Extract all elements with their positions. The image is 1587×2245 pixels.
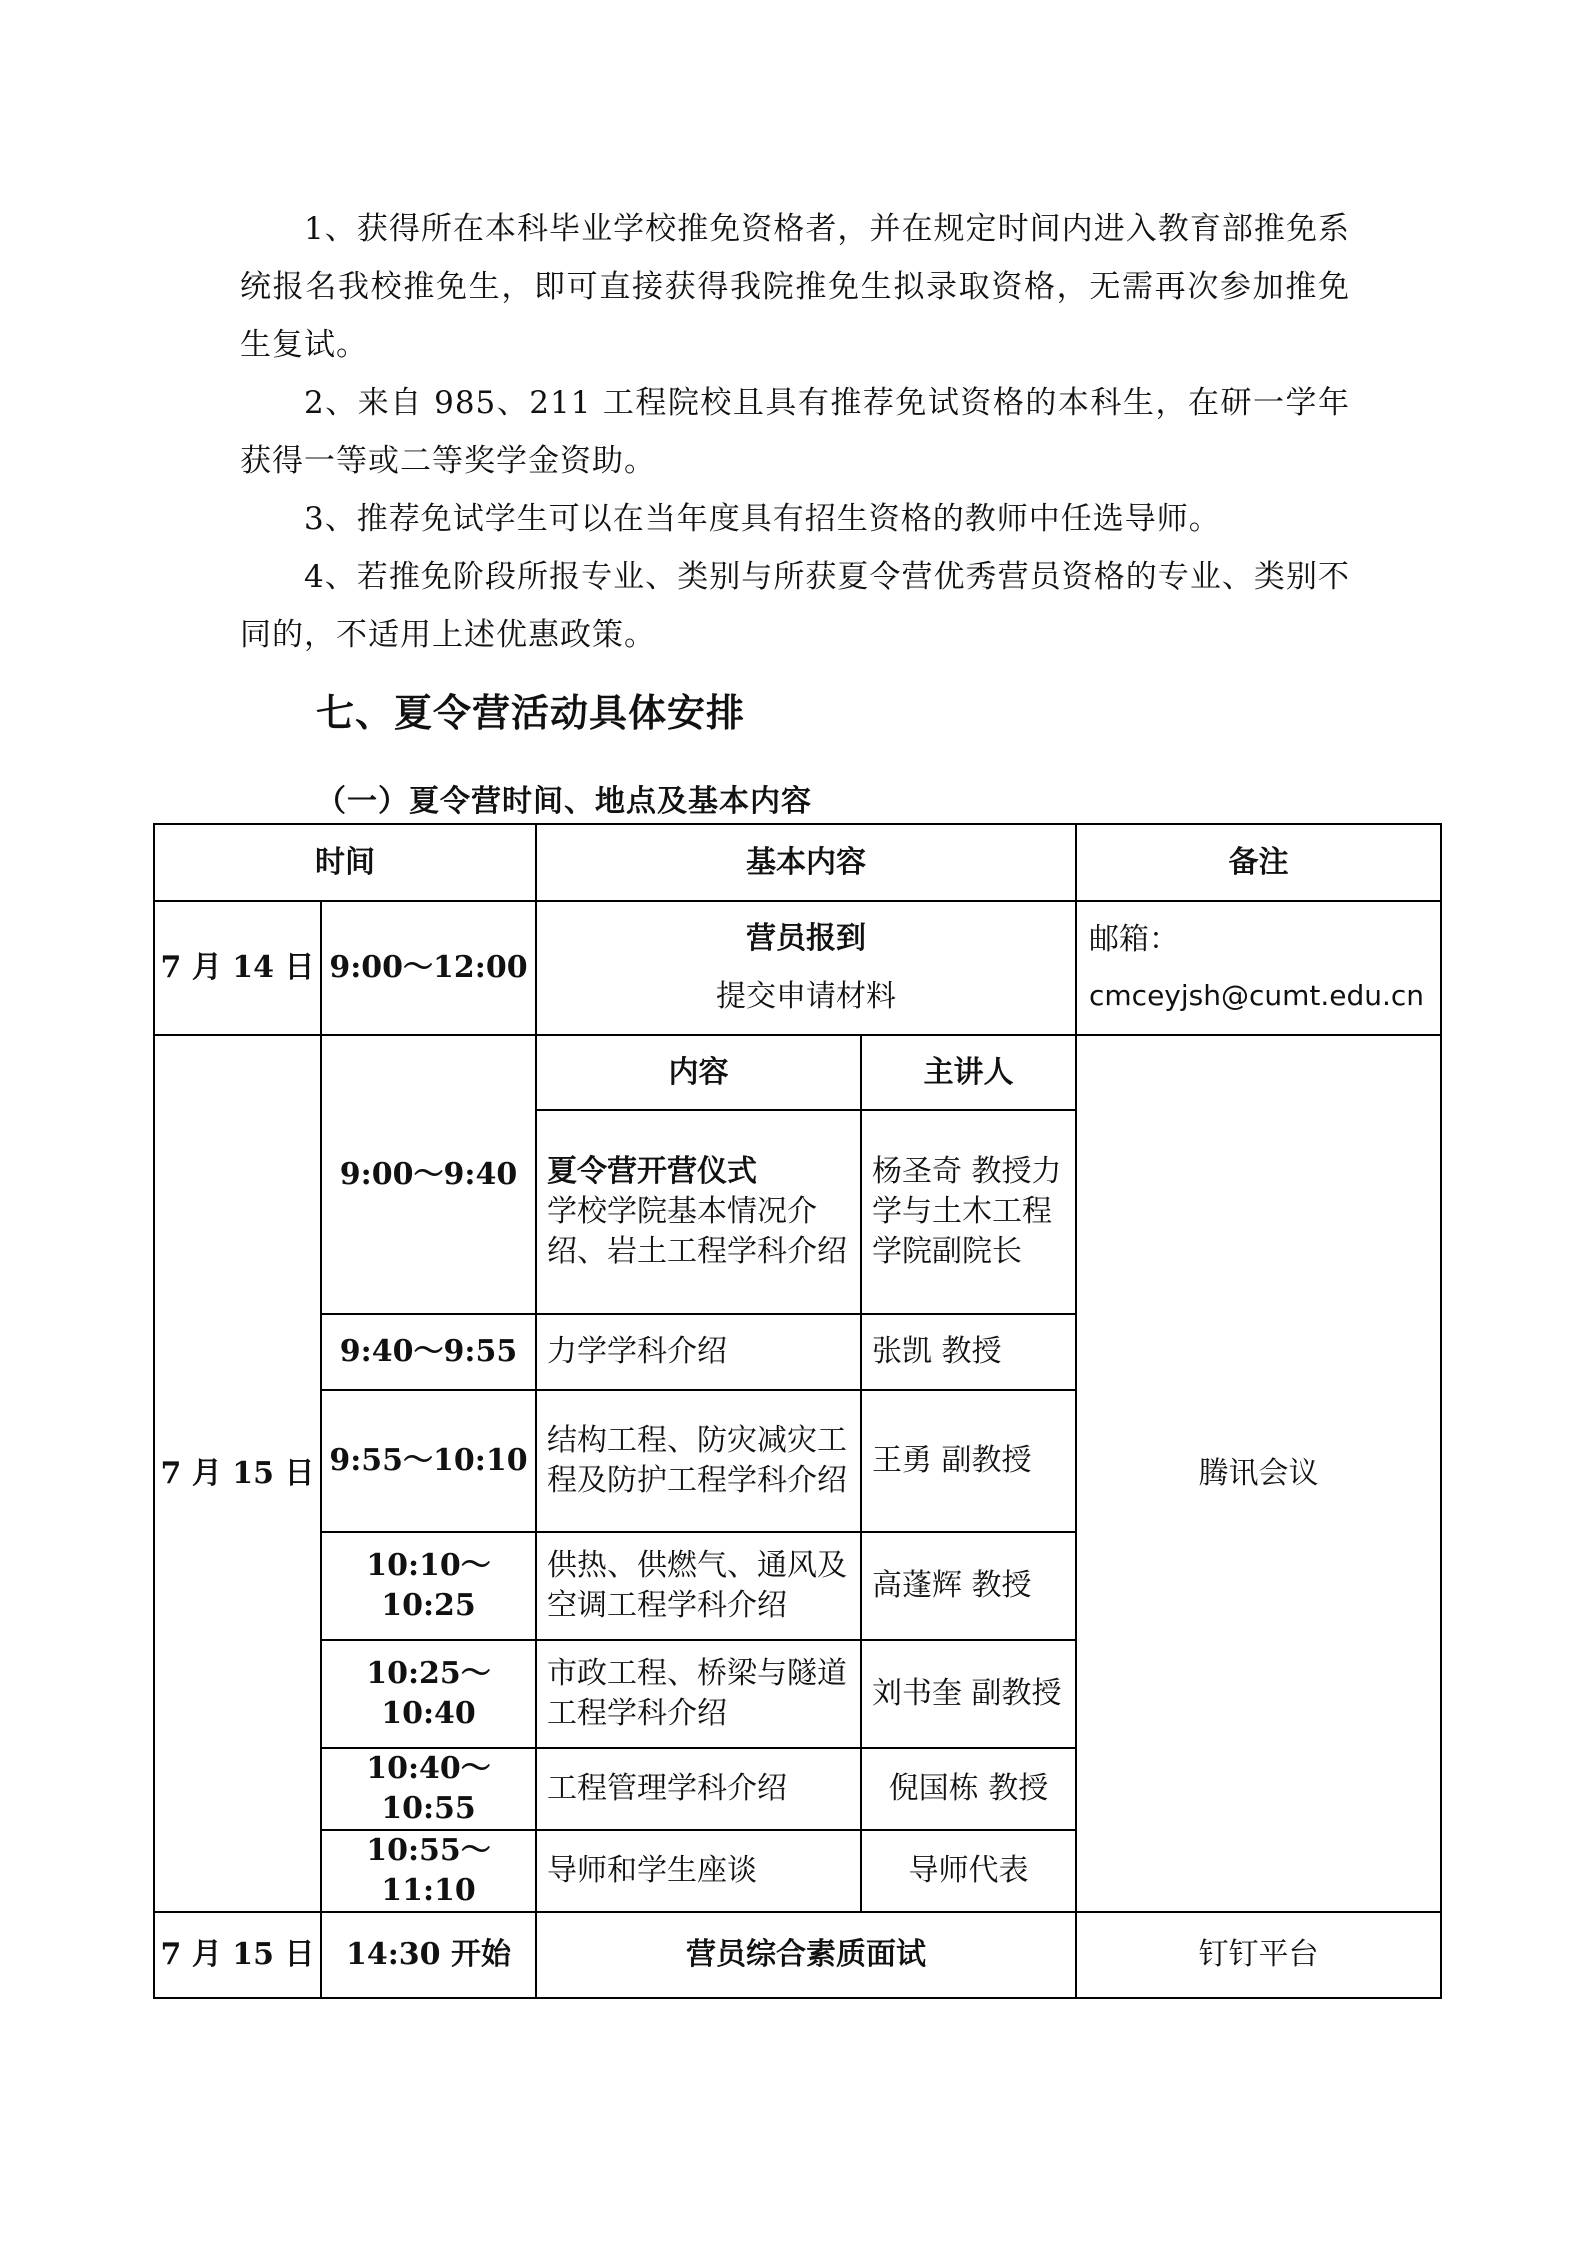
day2-time-0: 9:00～9:40 [321,1035,536,1314]
day3-date: 7 月 15 日 [154,1912,321,1998]
subheader-content: 内容 [536,1035,861,1110]
opening-ceremony-detail: 学校学院基本情况介绍、岩土工程学科介绍 [547,1194,847,1269]
day2-speaker-2: 王勇 副教授 [861,1390,1076,1532]
opening-ceremony-title: 夏令营开营仪式 [547,1154,757,1189]
paragraph-1: 1、获得所在本科毕业学校推免资格者，并在规定时间内进入教育部推免系统报名我校推免生，即可直接获得我院推免生拟录取资格，无需再次参加推免生复试。 [240,211,1350,363]
day2-time-6: 10:55～11:10 [321,1830,536,1912]
day2-speaker-4: 刘书奎 副教授 [861,1640,1076,1748]
day3-content: 营员综合素质面试 [536,1912,1076,1998]
day1-date: 7 月 14 日 [154,901,321,1035]
day2-time-2: 9:55～10:10 [321,1390,536,1532]
day2-content-2: 结构工程、防灾减灾工程及防护工程学科介绍 [536,1390,861,1532]
day2-speaker-1: 张凯 教授 [861,1314,1076,1390]
day2-content-5: 工程管理学科介绍 [536,1748,861,1830]
subheader-speaker: 主讲人 [861,1035,1076,1110]
day2-speaker-3: 高蓬辉 教授 [861,1532,1076,1640]
day2-time-3: 10:10～10:25 [321,1532,536,1640]
day2-time-1: 9:40～9:55 [321,1314,536,1390]
header-remark: 备注 [1076,824,1441,901]
table-row [154,1912,1441,1998]
day2-content-0 [536,1110,861,1314]
day2-speaker-6: 导师代表 [861,1830,1076,1912]
day1-content [536,901,1076,1035]
day2-speaker-5: 倪国栋 教授 [861,1748,1076,1830]
day2-content-4: 市政工程、桥梁与隧道工程学科介绍 [536,1640,861,1748]
table-header-row [154,824,1441,901]
day1-title: 营员报到 [746,921,866,956]
paragraph-4: 4、若推免阶段所报专业、类别与所获夏令营优秀营员资格的专业、类别不同的，不适用上述优惠政策。 [240,559,1350,653]
table-row [154,901,1441,1035]
section-title: 七、夏令营活动具体安排 [316,691,746,735]
table-row [154,1035,1441,1110]
day2-content-6: 导师和学生座谈 [536,1830,861,1912]
paragraph-2: 2、来自 985、211 工程院校且具有推荐免试资格的本科生，在研一学年获得一等或二等奖学金资助。 [240,385,1350,479]
day1-remark-label: 邮箱： [1089,922,1179,957]
day2-time-5: 10:40～10:55 [321,1748,536,1830]
day3-time: 14:30 开始 [321,1912,536,1998]
paragraph-3: 3、推荐免试学生可以在当年度具有招生资格的教师中任选导师。 [304,501,1221,537]
day1-detail: 提交申请材料 [716,979,896,1014]
day3-remark: 钉钉平台 [1076,1912,1441,1998]
subsection-title: （一）夏令营时间、地点及基本内容 [316,784,812,819]
day2-content-1: 力学学科介绍 [536,1314,861,1390]
day1-remark-email: cmceyjsh@cumt.edu.cn [1089,979,1425,1012]
header-time: 时间 [154,824,536,901]
schedule-table [153,823,1442,1999]
day2-time-4: 10:25～10:40 [321,1640,536,1748]
header-content: 基本内容 [536,824,1076,901]
day2-speaker-0: 杨圣奇 教授力学与土木工程学院副院长 [861,1110,1076,1314]
day2-remark: 腾讯会议 [1076,1035,1441,1912]
day1-remark [1076,901,1441,1035]
day2-content-3: 供热、供燃气、通风及空调工程学科介绍 [536,1532,861,1640]
day2-date: 7 月 15 日 [154,1035,321,1912]
day1-time: 9:00～12:00 [321,901,536,1035]
